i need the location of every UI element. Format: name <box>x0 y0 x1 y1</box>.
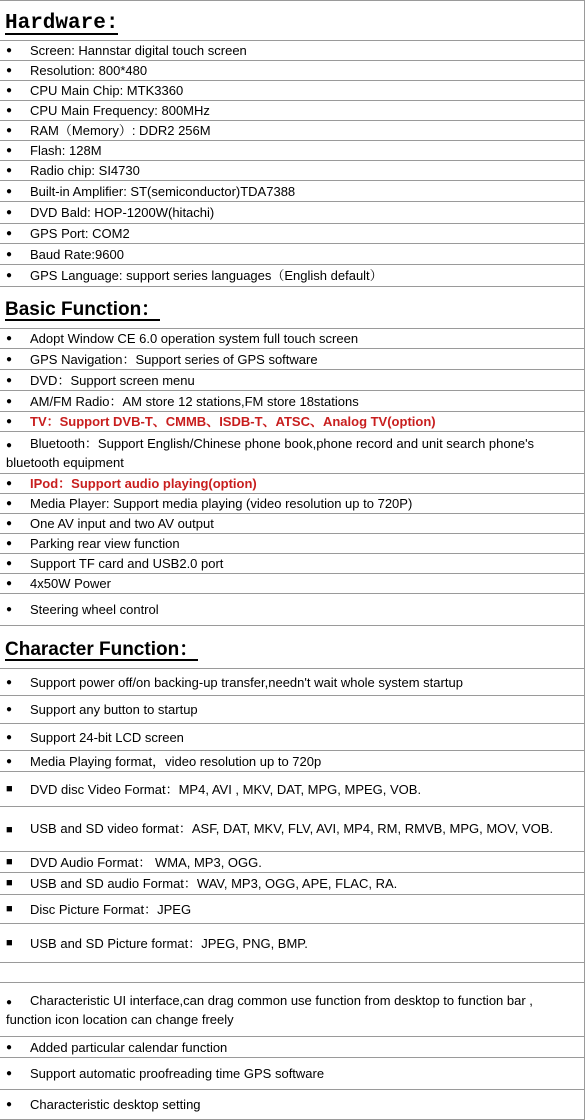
hardware-heading: Hardware: <box>5 12 119 35</box>
character-item <box>0 873 585 895</box>
basic-heading-row <box>0 287 585 329</box>
circle-bullet-icon: ● <box>6 374 13 386</box>
circle-bullet-icon: ● <box>6 333 13 344</box>
character-item <box>0 724 585 751</box>
circle-bullet-icon: ● <box>6 558 13 569</box>
hardware-item <box>0 101 585 121</box>
square-bullet-icon: ■ <box>6 855 13 868</box>
item-text: DVD：Support screen menu <box>30 372 195 388</box>
circle-bullet-icon: ● <box>6 498 13 509</box>
item-text: DVD disc Video Format：MP4, AVI , MKV, DAT, MPG, MPEG, VOB. <box>30 781 422 797</box>
item-text: Steering wheel control <box>30 602 159 617</box>
circle-bullet-icon: ● <box>6 1041 13 1053</box>
circle-bullet-icon: ● <box>6 165 13 176</box>
square-bullet-icon: ■ <box>6 782 13 795</box>
basic-item <box>0 594 585 626</box>
circle-bullet-icon: ● <box>6 145 13 156</box>
item-text: CPU Main Chip: MTK3360 <box>30 83 184 98</box>
item-text: Radio chip: SI4730 <box>30 163 140 178</box>
basic-item <box>0 391 585 412</box>
circle-bullet-icon: ● <box>6 439 13 451</box>
circle-bullet-icon: ● <box>6 731 13 743</box>
item-text: DVD Audio Format： WMA, MP3, OGG. <box>30 854 262 870</box>
item-text: Parking rear view function <box>30 536 180 551</box>
circle-bullet-icon: ● <box>6 518 13 529</box>
hardware-item <box>0 224 585 244</box>
item-text: Media Player: Support media playing (video resolution up to 720P) <box>30 496 413 511</box>
circle-bullet-icon: ● <box>6 395 13 407</box>
basic-item <box>0 494 585 514</box>
basic-heading: Basic Function： <box>5 299 161 320</box>
item-text: Media Playing format，video resolution up to 720p <box>30 753 322 769</box>
item-text: DVD Bald: HOP-1200W(hitachi) <box>30 205 215 220</box>
hardware-item <box>0 81 585 101</box>
item-text: Support any button to startup <box>30 702 198 717</box>
item-text: Support power off/on backing-up transfer,needn't wait whole system startup <box>30 674 463 690</box>
character-item <box>0 895 585 924</box>
item-text: Added particular calendar function <box>30 1039 228 1055</box>
basic-item <box>0 432 585 474</box>
character-item <box>0 852 585 873</box>
item-text: One AV input and two AV output <box>30 516 214 531</box>
hardware-item <box>0 161 585 181</box>
item-text: Disc Picture Format：JPEG <box>30 901 192 917</box>
hardware-item <box>0 202 585 224</box>
character-item <box>0 669 585 696</box>
item-text: AM/FM Radio：AM store 12 stations,FM store 18stations <box>30 393 359 409</box>
basic-item <box>0 514 585 534</box>
circle-bullet-icon: ● <box>6 125 13 136</box>
circle-bullet-icon: ● <box>6 704 13 715</box>
character-item <box>0 807 585 852</box>
item-text: Characteristic UI interface,can drag common use function from desktop to function bar , function icon location can change freely <box>6 992 533 1027</box>
item-text: USB and SD Picture format：JPEG, PNG, BMP. <box>30 935 308 951</box>
item-text: Bluetooth：Support English/Chinese phone book,phone record and unit search phone's bluetooth equipment <box>6 435 535 470</box>
item-text: Built-in Amplifier: ST(semiconductor)TDA7388 <box>30 183 296 199</box>
circle-bullet-icon: ● <box>6 1099 13 1110</box>
basic-item <box>0 370 585 391</box>
circle-bullet-icon: ● <box>6 65 13 76</box>
basic-item <box>0 574 585 594</box>
circle-bullet-icon: ● <box>6 1068 13 1079</box>
hardware-heading-row <box>0 0 585 41</box>
circle-bullet-icon: ● <box>6 604 13 615</box>
character-item <box>0 696 585 724</box>
circle-bullet-icon: ● <box>6 996 13 1008</box>
item-text: GPS Port: COM2 <box>30 226 130 241</box>
basic-item <box>0 534 585 554</box>
circle-bullet-icon: ● <box>6 538 13 549</box>
circle-bullet-icon: ● <box>6 416 13 427</box>
item-text: Adopt Window CE 6.0 operation system full touch screen <box>30 331 359 346</box>
item-text: Characteristic desktop setting <box>30 1097 201 1112</box>
hardware-item <box>0 121 585 141</box>
item-text: Resolution: 800*480 <box>30 63 148 78</box>
character-item <box>0 924 585 963</box>
item-text: GPS Navigation：Support series of GPS software <box>30 351 318 367</box>
basic-item <box>0 554 585 574</box>
square-bullet-icon: ■ <box>6 823 13 836</box>
circle-bullet-icon: ● <box>6 248 13 260</box>
item-text: USB and SD audio Format：WAV, MP3, OGG, APE, FLAC, RA. <box>30 876 398 891</box>
circle-bullet-icon: ● <box>6 478 13 489</box>
circle-bullet-icon: ● <box>6 207 13 218</box>
hardware-item <box>0 41 585 61</box>
item-text: USB and SD video format：ASF, DAT, MKV, FLV, AVI, MP4, RM, RMVB, MPG, MOV, VOB. <box>30 820 554 836</box>
circle-bullet-icon: ● <box>6 228 13 239</box>
circle-bullet-icon: ● <box>6 270 13 281</box>
item-text: RAM（Memory）: DDR2 256M <box>30 123 211 138</box>
square-bullet-icon: ■ <box>6 877 13 889</box>
hardware-item <box>0 141 585 161</box>
hardware-item <box>0 61 585 81</box>
character-heading: Character Function： <box>5 639 199 660</box>
item-text: Screen: Hannstar digital touch screen <box>30 43 247 58</box>
character-item <box>0 751 585 772</box>
hardware-item <box>0 181 585 202</box>
circle-bullet-icon: ● <box>6 85 13 96</box>
item-text: Support TF card and USB2.0 port <box>30 556 224 571</box>
item-text: CPU Main Frequency: 800MHz <box>30 103 210 118</box>
circle-bullet-icon: ● <box>6 676 13 688</box>
item-text: Baud Rate:9600 <box>30 246 124 262</box>
circle-bullet-icon: ● <box>6 578 13 589</box>
character-item <box>0 1037 585 1058</box>
item-text: TV：Support DVB-T、CMMB、ISDB-T、ATSC、Analog TV(option) <box>30 414 436 429</box>
item-text: Support 24-bit LCD screen <box>30 729 184 745</box>
hardware-item <box>0 244 585 265</box>
character-item <box>0 1090 585 1120</box>
item-text: Support automatic proofreading time GPS software <box>30 1066 325 1081</box>
character-item <box>0 963 585 983</box>
item-text: IPod：Support audio playing(option) <box>30 476 257 491</box>
hardware-item <box>0 265 585 287</box>
square-bullet-icon: ■ <box>6 902 13 915</box>
item-text: 4x50W Power <box>30 576 111 591</box>
circle-bullet-icon: ● <box>6 755 13 767</box>
character-item <box>0 983 585 1037</box>
circle-bullet-icon: ● <box>6 45 13 56</box>
basic-item <box>0 329 585 349</box>
character-item <box>0 1058 585 1090</box>
basic-item <box>0 474 585 494</box>
item-text: GPS Language: support series languages（English default） <box>30 268 383 283</box>
character-heading-row <box>0 626 585 669</box>
circle-bullet-icon: ● <box>6 353 13 365</box>
circle-bullet-icon: ● <box>6 185 13 197</box>
basic-item <box>0 412 585 432</box>
character-item <box>0 772 585 807</box>
circle-bullet-icon: ● <box>6 105 13 116</box>
basic-item <box>0 349 585 370</box>
square-bullet-icon: ■ <box>6 936 13 949</box>
item-text: Flash: 128M <box>30 143 102 158</box>
